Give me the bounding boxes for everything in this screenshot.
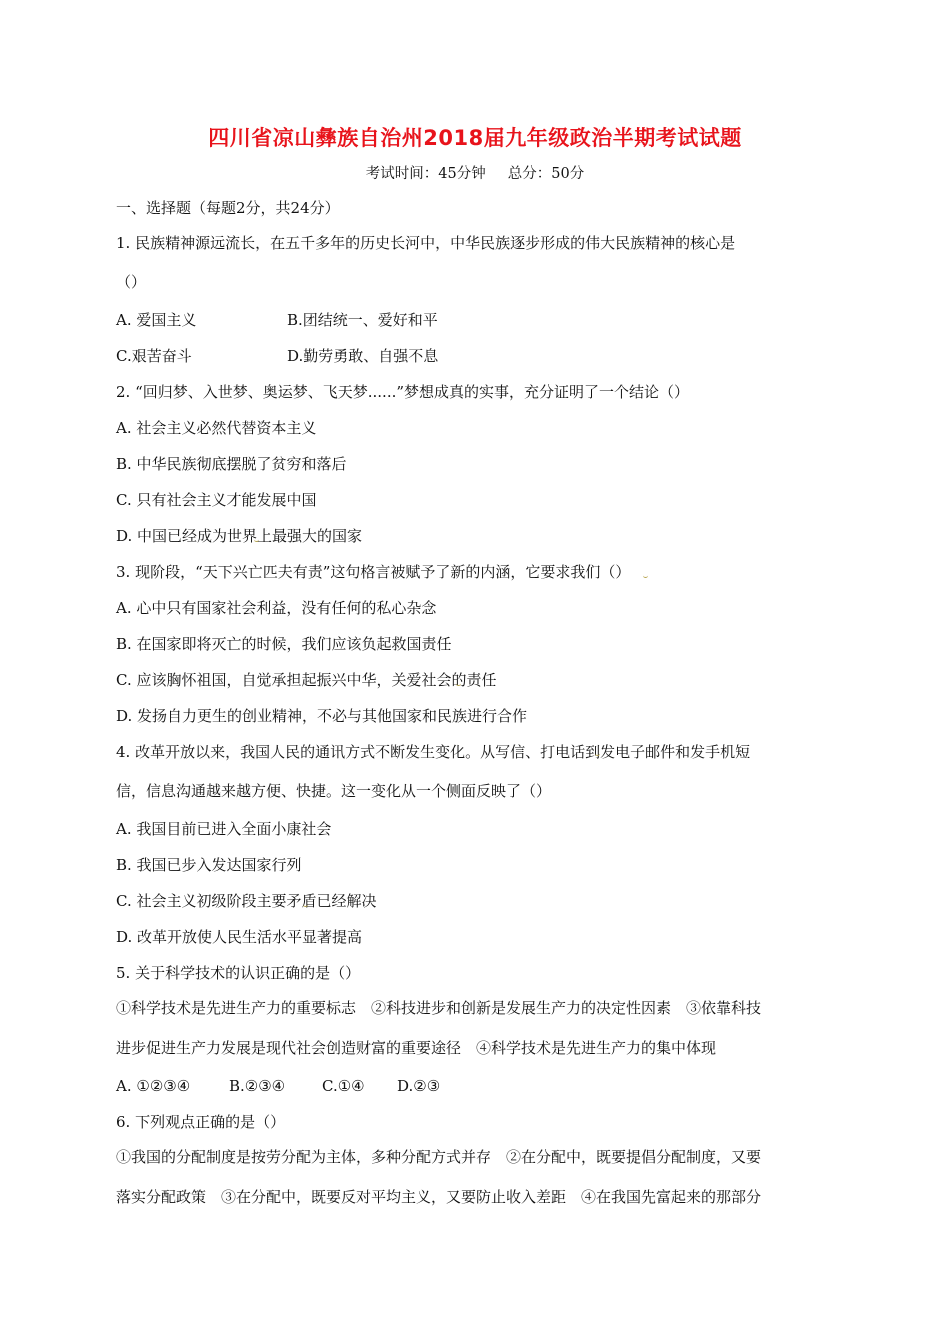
q5-options <box>116 1076 846 1096</box>
q6-statements-line1: ①我国的分配制度是按劳分配为主体，多种分配方式并存 ②在分配中，既要提倡分配制度，又要 <box>116 1148 762 1166</box>
q1-options-row1 <box>116 310 846 330</box>
q1-option-a: A. 爱国主义 <box>116 311 197 329</box>
q5-option-c: C.①④ <box>322 1077 365 1095</box>
q1-option-b: B.团结统一、爱好和平 <box>287 311 438 329</box>
total-score: 总分：50分 <box>507 166 585 182</box>
q6-stem: 6. 下列观点正确的是（） <box>116 1113 286 1131</box>
q5-statements-line2: 进步促进生产力发展是现代社会创造财富的重要途径 ④科学技术是先进生产力的集中体现 <box>116 1039 717 1057</box>
q5-statements-line1: ①科学技术是先进生产力的重要标志 ②科技进步和创新是发展生产力的决定性因素 ③依靠科技 <box>116 999 762 1017</box>
q5-option-a: A. ①②③④ <box>116 1077 191 1095</box>
q4-option-d: D. 改革开放使人民生活水平显著提高 <box>116 928 363 946</box>
q2-option-d: D. 中国已经成为世界上最强大的国家 <box>116 527 363 545</box>
q4-stem-line2: 信，信息沟通越来越方便、快捷。这一变化从一个侧面反映了（） <box>116 782 552 800</box>
q1-options-row2 <box>116 346 846 366</box>
q4-option-a: A. 我国目前已进入全面小康社会 <box>116 820 332 838</box>
exam-title: 四川省凉山彝族自治州2018届九年级政治半期考试试题 <box>208 126 742 150</box>
q5-option-d: D.②③ <box>397 1077 441 1095</box>
exam-time: 考试时间：45分钟 <box>365 166 486 182</box>
q3-option-a: A. 心中只有国家社会利益，没有任何的私心杂念 <box>116 599 437 617</box>
q4-stem-line1: 4. 改革开放以来，我国人民的通讯方式不断发生变化。从写信、打电话到发电子邮件和发手机短 <box>116 743 751 761</box>
q2-option-c: C. 只有社会主义才能发展中国 <box>116 491 317 509</box>
q2-stem: 2. “回归梦、入世梦、奥运梦、飞天梦......”梦想成真的实事，充分证明了一个结论（） <box>116 383 690 401</box>
exam-info <box>0 162 950 183</box>
q3-option-d: D. 发扬自力更生的创业精神，不必与其他国家和民族进行合作 <box>116 707 528 725</box>
q3-option-c: C. 应该胸怀祖国，自觉承担起振兴中华，关爱社会的责任 <box>116 671 497 689</box>
q6-statements-line2: 落实分配政策 ③在分配中，既要反对平均主义，又要防止收入差距 ④在我国先富起来的那部分 <box>116 1188 762 1206</box>
q4-option-b: B. 我国已步入发达国家行列 <box>116 856 302 874</box>
q2-option-a: A. 社会主义必然代替资本主义 <box>116 419 317 437</box>
section-heading: 一、选择题（每题2分，共24分） <box>116 199 340 217</box>
q2-option-b: B. 中华民族彻底摆脱了贫穷和落后 <box>116 455 347 473</box>
q5-stem: 5. 关于科学技术的认识正确的是（） <box>116 964 361 982</box>
q4-option-c: C. 社会主义初级阶段主要矛盾已经解决 <box>116 892 377 910</box>
q3-option-b: B. 在国家即将灭亡的时候，我们应该负起救国责任 <box>116 635 452 653</box>
q1-option-c: C.艰苦奋斗 <box>116 347 192 365</box>
q1-stem-line1: 1. 民族精神源远流长，在五千多年的历史长河中，中华民族逐步形成的伟大民族精神的核心是 <box>116 234 736 252</box>
q1-option-d: D.勤劳勇敢、自强不息 <box>287 347 439 365</box>
q5-option-b: B.②③④ <box>229 1077 286 1095</box>
q1-stem-line2: （） <box>116 273 147 291</box>
q3-stem: 3. 现阶段，“天下兴亡匹夫有责”这句格言被赋予了新的内涵，它要求我们（） <box>116 563 631 581</box>
